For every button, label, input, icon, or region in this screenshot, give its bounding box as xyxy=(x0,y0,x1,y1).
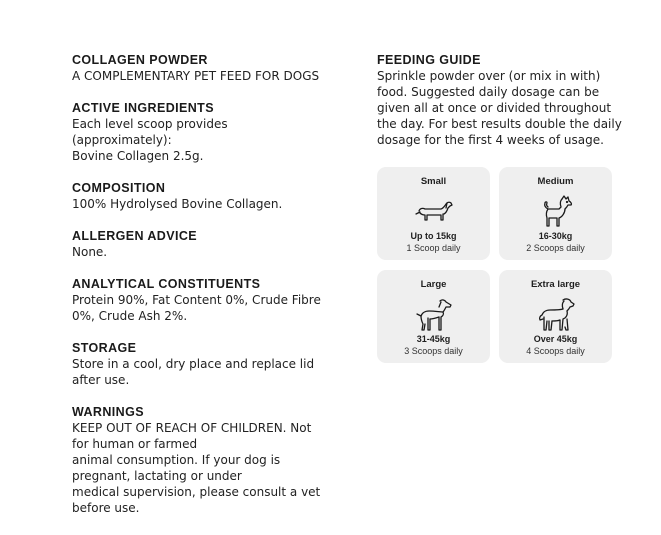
section-body: Protein 90%, Fat Content 0%, Crude Fibre 0%, Crude Ash 2%. xyxy=(72,293,321,323)
composition-section xyxy=(72,180,347,212)
product-info-column xyxy=(72,52,347,532)
section-heading: ANALYTICAL CONSTITUENTS xyxy=(72,277,261,291)
pointer-dog-icon xyxy=(413,297,455,333)
section-body: 100% Hydrolysed Bovine Collagen. xyxy=(72,197,283,211)
section-body: KEEP OUT OF REACH OF CHILDREN. Not for human or farmed animal consumption. If your dog is pregnant, lactating or under medical supervision, please consult a vet before use. xyxy=(72,421,321,515)
weight-range: Over 45kg xyxy=(533,334,578,344)
collagen-powder-section xyxy=(72,52,347,84)
dog-size-label: Medium xyxy=(537,176,574,187)
spitz-dog-icon xyxy=(535,194,577,230)
scoop-count: 4 Scoops daily xyxy=(526,346,585,356)
analytical-constituents-section xyxy=(72,276,347,324)
allergen-advice-section xyxy=(72,228,347,260)
section-heading: FEEDING GUIDE xyxy=(377,53,481,67)
dog-size-label: Extra large xyxy=(530,279,581,290)
section-body: Store in a cool, dry place and replace lid after use. xyxy=(72,357,315,387)
dog-size-label: Small xyxy=(420,176,447,187)
weight-range: Up to 15kg xyxy=(410,231,457,241)
section-heading: COMPOSITION xyxy=(72,181,166,195)
storage-section xyxy=(72,340,347,388)
section-body: None. xyxy=(72,245,108,259)
dog-size-label: Large xyxy=(420,279,447,290)
feeding-guide-column xyxy=(377,52,652,166)
section-heading: COLLAGEN POWDER xyxy=(72,53,208,67)
section-heading: STORAGE xyxy=(72,341,137,355)
section-heading: ALLERGEN ADVICE xyxy=(72,229,197,243)
section-body: Sprinkle powder over (or mix in with) food. Suggested daily dosage can be given all at once or divided throughout the day. For best results double the daily dosage for the first 4 weeks of usage. xyxy=(377,69,622,147)
dosage-card-extra-large xyxy=(499,270,612,363)
section-heading: ACTIVE INGREDIENTS xyxy=(72,101,214,115)
weight-range: 16-30kg xyxy=(538,231,573,241)
dosage-grid xyxy=(377,167,613,364)
weight-range: 31-45kg xyxy=(416,334,451,344)
fluffy-dog-icon xyxy=(535,297,577,333)
dosage-card-medium xyxy=(499,167,612,260)
scoop-count: 1 Scoop daily xyxy=(406,243,461,253)
warnings-section xyxy=(72,404,347,516)
section-heading: WARNINGS xyxy=(72,405,144,419)
dachshund-icon xyxy=(413,194,455,230)
feeding-guide-section xyxy=(377,52,652,148)
scoop-count: 2 Scoops daily xyxy=(526,243,585,253)
active-ingredients-section xyxy=(72,100,347,164)
section-body: A COMPLEMENTARY PET FEED FOR DOGS xyxy=(72,69,320,83)
dosage-card-large xyxy=(377,270,490,363)
section-body: Each level scoop provides (approximately): Bovine Collagen 2.5g. xyxy=(72,117,228,163)
dosage-card-small xyxy=(377,167,490,260)
scoop-count: 3 Scoops daily xyxy=(404,346,463,356)
